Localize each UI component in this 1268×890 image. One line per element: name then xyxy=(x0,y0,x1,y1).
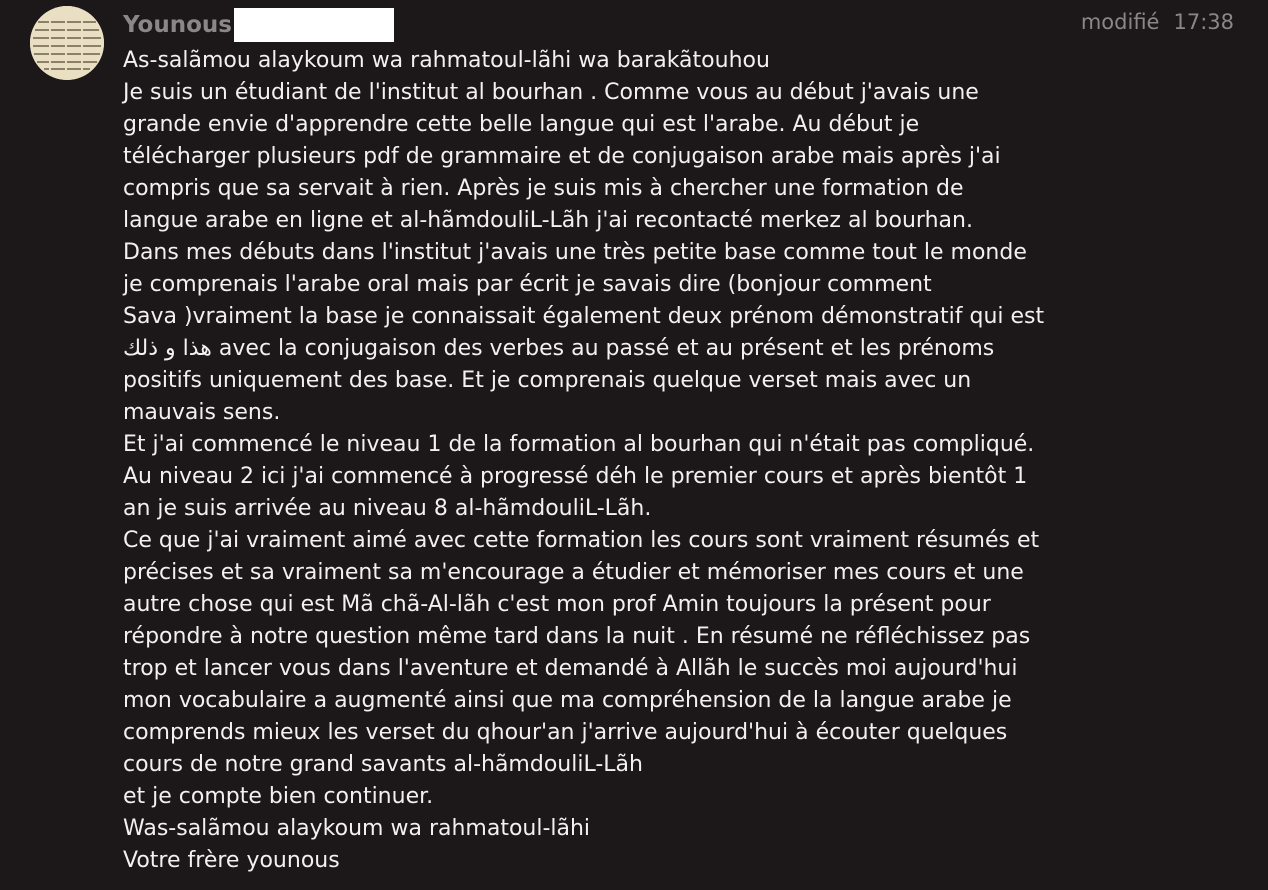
message-line: هذا و ذلك avec la conjugaison des verbes au passé et au présent et les prénoms xyxy=(123,336,995,361)
message-header xyxy=(123,9,394,41)
message-line: grande envie d'apprendre cette belle langue qui est l'arabe. Au début je xyxy=(123,112,920,137)
message-line: Ce que j'ai vraiment aimé avec cette formation les cours sont vraiment résumés et xyxy=(123,528,1040,553)
message-line: Je suis un étudiant de l'institut al bourhan . Comme vous au début j'avais une xyxy=(123,80,979,105)
message-line: cours de notre grand savants al-hãmdouliL-Lãh xyxy=(123,752,643,777)
message-line: an je suis arrivée au niveau 8 al-hãmdouliL-Lãh. xyxy=(123,496,652,521)
message-line: télécharger plusieurs pdf de grammaire et de conjugaison arabe mais après j'ai xyxy=(123,144,1001,169)
message-line: Et j'ai commencé le niveau 1 de la formation al bourhan qui n'était pas compliqué. xyxy=(123,432,1035,457)
redacted-name-block xyxy=(234,8,394,42)
message-line: Sava )vraiment la base je connaissait également deux prénom démonstratif qui est xyxy=(123,304,1045,329)
message-line: précises et sa vraiment sa m'encourage a étudier et mémoriser mes cours et une xyxy=(123,560,1024,585)
message-line: comprends mieux les verset du qhour'an j'arrive aujourd'hui à écouter quelques xyxy=(123,720,1008,745)
timestamp: 17:38 xyxy=(1173,10,1234,34)
message-line: et je compte bien continuer. xyxy=(123,784,434,809)
avatar[interactable] xyxy=(30,6,104,80)
author-name[interactable]: Younous xyxy=(123,12,232,38)
avatar-image xyxy=(30,6,104,80)
message-line: Dans mes débuts dans l'institut j'avais une très petite base comme tout le monde xyxy=(123,240,1027,265)
message-line: trop et lancer vous dans l'aventure et demandé à Allãh le succès moi aujourd'hui xyxy=(123,656,1018,681)
message-line: autre chose qui est Mã chã-Al-lãh c'est mon prof Amin toujours la présent pour xyxy=(123,592,991,617)
message-line: Votre frère younous xyxy=(123,848,340,873)
message-line: positifs uniquement des base. Et je comprenais quelque verset mais avec un xyxy=(123,368,972,393)
message-line: Was-salãmou alaykoum wa rahmatoul-lãhi xyxy=(123,816,591,841)
message-meta xyxy=(1081,10,1234,34)
message-line: mon vocabulaire a augmenté ainsi que ma compréhension de la langue arabe je xyxy=(123,688,1012,713)
message-line: Au niveau 2 ici j'ai commencé à progressé déh le premier cours et après bientôt 1 xyxy=(123,464,1028,489)
message-line: mauvais sens. xyxy=(123,400,281,425)
message-line: je comprenais l'arabe oral mais par écrit je savais dire (bonjour comment xyxy=(123,272,932,297)
message-body xyxy=(123,45,1253,877)
message-line: langue arabe en ligne et al-hãmdouliL-Lãh j'ai recontacté merkez al bourhan. xyxy=(123,208,973,233)
message-line: répondre à notre question même tard dans la nuit . En résumé ne réfléchissez pas xyxy=(123,624,1031,649)
edited-label: modifié xyxy=(1080,10,1160,34)
message-line: compris que sa servait à rien. Après je suis mis à chercher une formation de xyxy=(123,176,964,201)
message-line: As-salãmou alaykoum wa rahmatoul-lãhi wa barakãtouhou xyxy=(123,48,770,73)
